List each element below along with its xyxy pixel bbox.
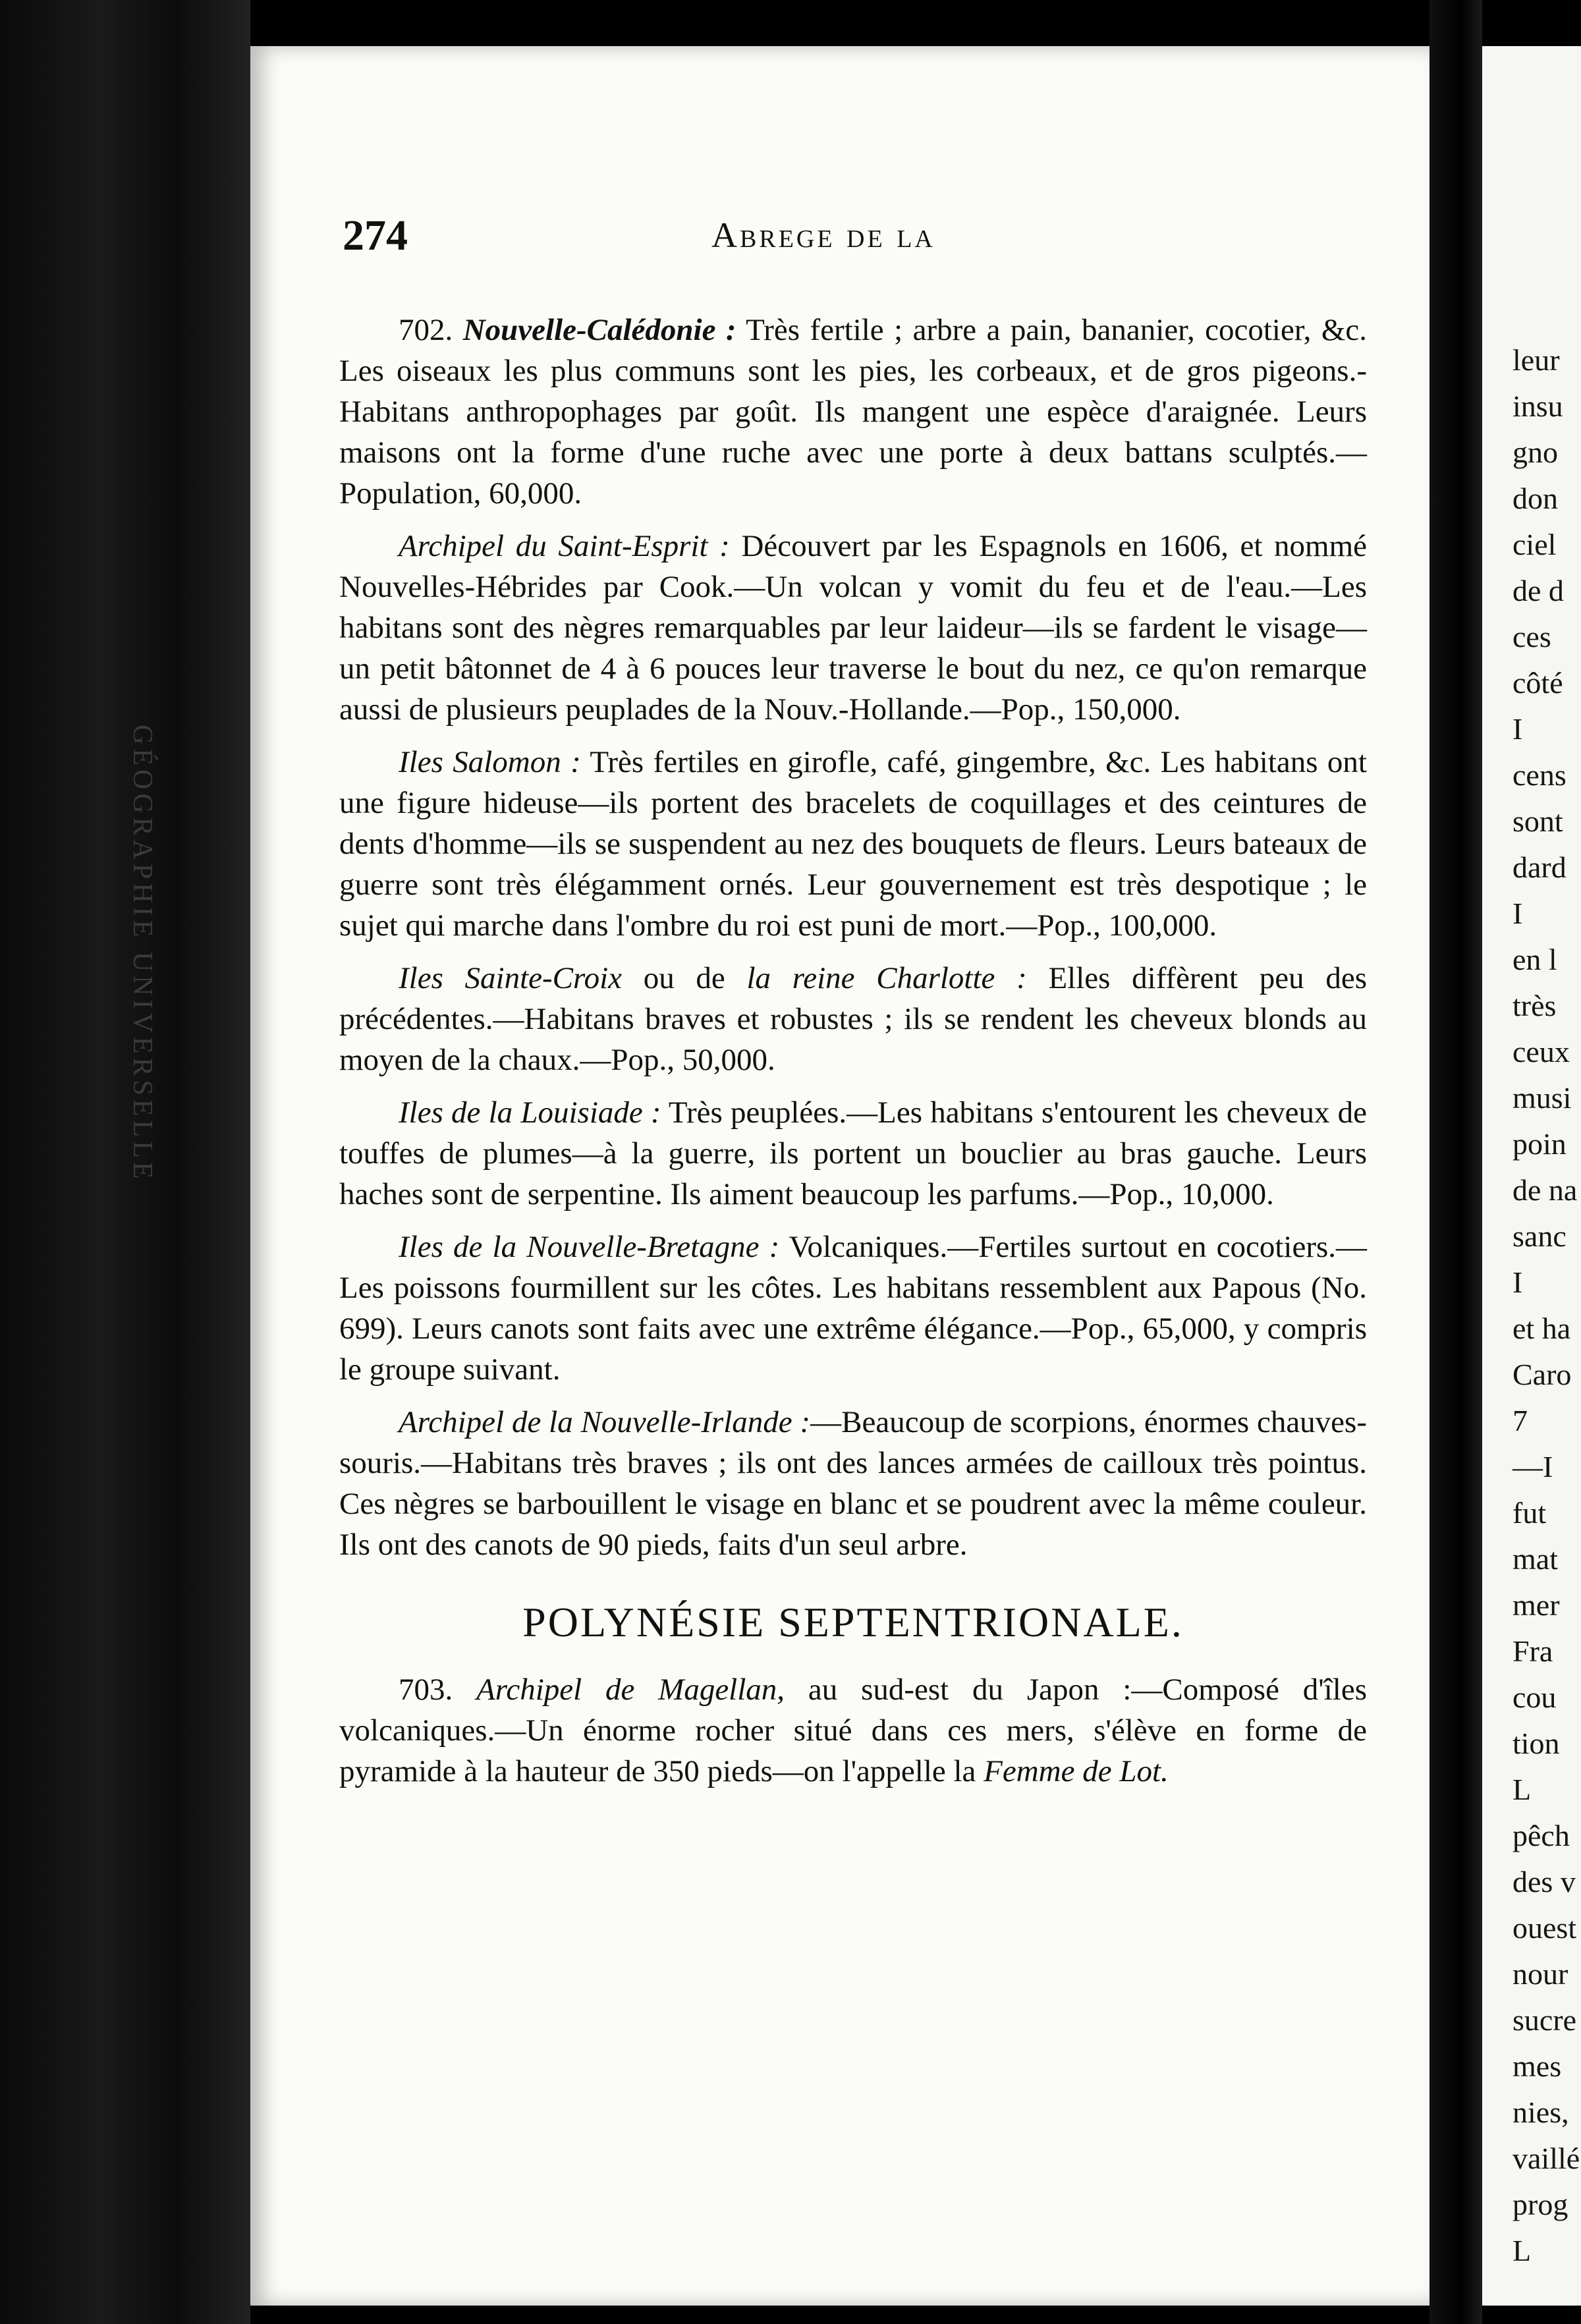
adjacent-page-fragment: mer: [1512, 1588, 1560, 1622]
book-binding: [0, 0, 250, 2324]
adjacent-page-fragment: de d: [1512, 574, 1564, 607]
adjacent-page-fragment: ces: [1512, 620, 1551, 653]
adjacent-page-fragment: de na: [1512, 1173, 1578, 1207]
spine-text: GÉOGRAPHIE UNIVERSELLE: [127, 725, 157, 1183]
adjacent-page-fragment: et ha: [1512, 1312, 1571, 1345]
adjacent-page-fragment: mat: [1512, 1542, 1558, 1576]
adjacent-page-fragment: I: [1512, 897, 1523, 930]
adjacent-page-fragment: nies,: [1512, 2095, 1569, 2129]
adjacent-page-fragment: nour: [1512, 1957, 1568, 1991]
paragraph-nouvelle-bretagne: [339, 1227, 1367, 1390]
paragraph-magellan: [339, 1669, 1367, 1792]
section-title: POLYNÉSIE SEPTENTRIONALE.: [522, 1599, 1184, 1646]
paragraph-body: —Beaucoup de scorpions, énormes chauves-souris.—Habitans très braves ; ils ont des lances armées de cailloux très pointus. Ces nègres se barbouillent le visage en blanc et se poudrent avec la même couleur. Ils ont des canots de 90 pieds, faits d'un seul arbre.: [339, 1405, 1367, 1562]
paragraph-body: au sud-est du Japon :—Composé d'îles volcaniques.—Un énorme rocher situé dans ces mers, s'élève en forme de pyramide à la hauteur de 350 pieds—on l'appelle la: [339, 1673, 1368, 1788]
paragraph-number: 703.: [399, 1673, 453, 1707]
paragraph-title-alt: la reine Charlotte :: [746, 961, 1027, 995]
adjacent-page-fragment: fut: [1512, 1496, 1547, 1530]
adjacent-page-fragment: ciel: [1512, 528, 1557, 561]
page-header: [343, 211, 1397, 270]
adjacent-page-fragment: en l: [1512, 943, 1557, 976]
paragraph-body: Très fertiles en girofle, café, gingembre, &c. Les habitans ont une figure hideuse—ils portent des bracelets de coquillages et des ceintures de dents d'homme—ils se suspendent au nez des bouquets de fleurs. Leurs bateaux de guerre sont très élégamment ornés. Leur gouvernement est très despotique ; le sujet qui marche dans l'ombre du roi est puni de mort.—Pop., 100,000.: [339, 745, 1367, 943]
adjacent-page-fragment: leur: [1512, 343, 1560, 377]
adjacent-page-fragment: sanc: [1512, 1219, 1567, 1253]
adjacent-page-fragment: sucre: [1512, 2003, 1577, 2037]
adjacent-page-fragment: I: [1512, 712, 1523, 746]
adjacent-page-fragment: Fra: [1512, 1634, 1553, 1668]
adjacent-page-fragment: vaillé: [1512, 2142, 1580, 2175]
page-number: 274: [343, 211, 408, 260]
paragraph-title: Iles de la Louisiade :: [399, 1095, 661, 1130]
body-text: [339, 310, 1367, 1804]
adjacent-page-fragment: mes: [1512, 2049, 1562, 2083]
paragraph-number: 702.: [399, 313, 453, 347]
adjacent-page-fragment: insu: [1512, 389, 1563, 423]
paragraph-title: Archipel de Magellan,: [476, 1673, 785, 1707]
paragraph-body: Très peuplées.—Les habitans s'entourent les cheveux de touffes de plumes—à la guerre, ils portent un bouclier au bras gauche. Leurs haches sont de serpentine. Ils aiment beaucoup les parfums.—Pop., 10,000.: [339, 1095, 1367, 1211]
paragraph-title: Iles Salomon :: [399, 745, 581, 779]
adjacent-page-fragment: des v: [1512, 1865, 1576, 1898]
adjacent-page-fragment: sont: [1512, 804, 1563, 838]
page-gutter: [1429, 0, 1482, 2324]
adjacent-page-fragment: très: [1512, 989, 1557, 1022]
adjacent-page-fragment: Caro: [1512, 1358, 1572, 1391]
adjacent-page-fragment: pêch: [1512, 1819, 1570, 1852]
paragraph-louisiade: [339, 1092, 1367, 1215]
adjacent-page-fragment: poin: [1512, 1127, 1567, 1161]
adjacent-page-fragment: I: [1512, 1265, 1523, 1299]
running-head: Abrege de la: [711, 215, 935, 255]
adjacent-page-fragment: tion: [1512, 1727, 1560, 1760]
paragraph-title: Iles de la Nouvelle-Bretagne :: [399, 1230, 780, 1264]
adjacent-page-fragment: —I: [1512, 1450, 1553, 1483]
adjacent-page-fragment: gno: [1512, 435, 1558, 469]
paragraph-saint-esprit: [339, 526, 1367, 730]
adjacent-page-fragment: dard: [1512, 850, 1567, 884]
adjacent-page-fragment: L: [1512, 2234, 1532, 2267]
paragraph-sainte-croix: [339, 958, 1367, 1080]
adjacent-page-fragment: ceux: [1512, 1035, 1570, 1068]
adjacent-page-fragment: don: [1512, 482, 1558, 515]
paragraph-body: Elles diffèrent peu des précédentes.—Habitans braves et robustes ; ils se rendent les cheveux blonds au moyen de la chaux.—Pop., 50,000.: [339, 961, 1367, 1077]
paragraph-nouvelle-irlande: [339, 1402, 1367, 1565]
paragraph-title: Iles Sainte-Croix: [399, 961, 622, 995]
adjacent-page-fragment: côté: [1512, 666, 1563, 700]
paragraph-body: Très fertile ; arbre a pain, bananier, cocotier, &c. Les oiseaux les plus communs sont les pies, les corbeaux, et de gros pigeons.-Habitans anthropophages par goût. Ils mangent une espèce d'araignée. Leurs maisons ont la forme d'une ruche avec une porte à deux battans sculptés.—Population, 60,000.: [339, 313, 1367, 511]
adjacent-page: [1482, 46, 1581, 2306]
paragraph-body: Découvert par les Espagnols en 1606, et nommé Nouvelles-Hébrides par Cook.—Un volcan y vomit du feu et de l'eau.—Les habitans sont des nègres remarquables par leur laideur—ils se fardent le visage—un petit bâtonnet de 4 à 6 pouces leur traverse le bout du nez, ce qu'on remarque aussi de plusieurs peuplades de la Nouv.-Hollande.—Pop., 150,000.: [339, 529, 1368, 727]
adjacent-page-fragment: cens: [1512, 758, 1567, 792]
adjacent-page-fragment: musi: [1512, 1081, 1572, 1115]
paragraph-title-alt: Femme de Lot.: [984, 1754, 1169, 1788]
paragraph-salomon: [339, 742, 1367, 946]
paragraph-nouvelle-caledonie: [339, 310, 1367, 514]
adjacent-page-fragment: L: [1512, 1773, 1532, 1806]
paragraph-connector: ou de: [622, 961, 747, 995]
adjacent-page-fragment: cou: [1512, 1680, 1557, 1714]
paragraph-title: Nouvelle-Calédonie :: [462, 313, 736, 347]
adjacent-page-fragment: prog: [1512, 2188, 1568, 2221]
adjacent-page-fragment: 7: [1512, 1404, 1528, 1437]
paragraph-title: Archipel de la Nouvelle-Irlande :: [399, 1405, 811, 1439]
adjacent-page-fragment: ouest: [1512, 1911, 1577, 1945]
paragraph-title: Archipel du Saint-Esprit :: [399, 529, 730, 563]
paragraph-body: Volcaniques.—Fertiles surtout en cocotiers.—Les poissons fourmillent sur les côtes. Les habitans ressemblent aux Papous (No. 699). Leurs canots sont faits avec une extrême élégance.—Pop., 65,000, y compris le groupe suivant.: [339, 1230, 1368, 1387]
